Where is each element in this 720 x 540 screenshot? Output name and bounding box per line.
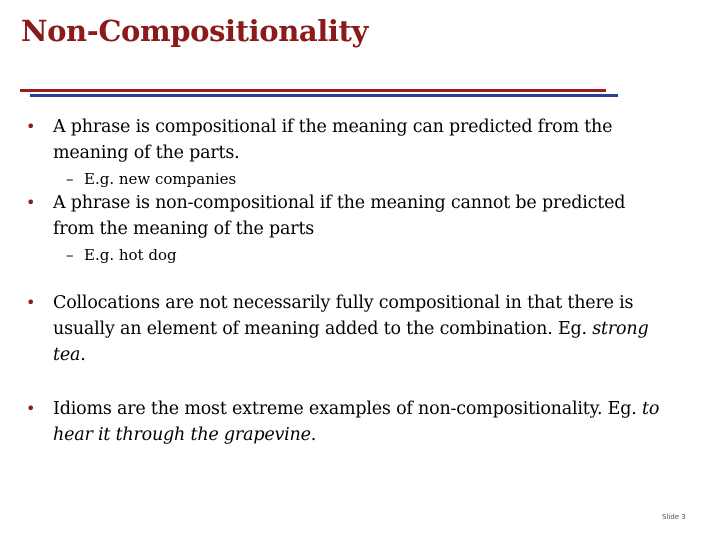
dash-icon: – [66,170,74,188]
bullet-icon: • [26,193,36,212]
sub-bullet-item [66,245,666,265]
bullet-item [26,114,666,166]
bullet-text-plain: Collocations are not necessarily fully compositional in that there is usually an element of meaning added to the combination. Eg. [53,293,634,339]
bullet-icon: • [26,399,36,418]
bullet-text: A phrase is non-compositional if the meaning cannot be predicted from the meaning of the parts [53,193,626,239]
bullet-item [26,190,666,242]
bullet-text-example: to hear it through the grapevine [53,399,660,445]
slide-title: Non-Compositionality [21,14,368,48]
sub-bullet-text: E.g. new companies [84,170,237,188]
bullet-text-period: . [80,345,86,365]
bullet-text-example: strong tea [53,319,649,365]
bullet-item [26,396,666,448]
slide-number: Slide 3 [662,513,686,521]
title-underline-blue [30,94,618,97]
bullet-item [26,290,666,368]
bullet-text [53,290,666,368]
sub-bullet-item [66,169,666,189]
bullet-text-period: . [310,425,317,445]
bullet-text-plain: Idioms are the most extreme examples of non-compositionality. Eg. [53,399,642,419]
bullet-text [53,396,666,448]
dash-icon: – [66,246,74,264]
bullet-icon: • [26,293,36,312]
sub-bullet-text: E.g. hot dog [84,246,177,264]
bullet-text: A phrase is compositional if the meaning can predicted from the meaning of the parts. [53,117,613,163]
bullet-icon: • [26,117,36,136]
title-underline-red [20,89,606,92]
